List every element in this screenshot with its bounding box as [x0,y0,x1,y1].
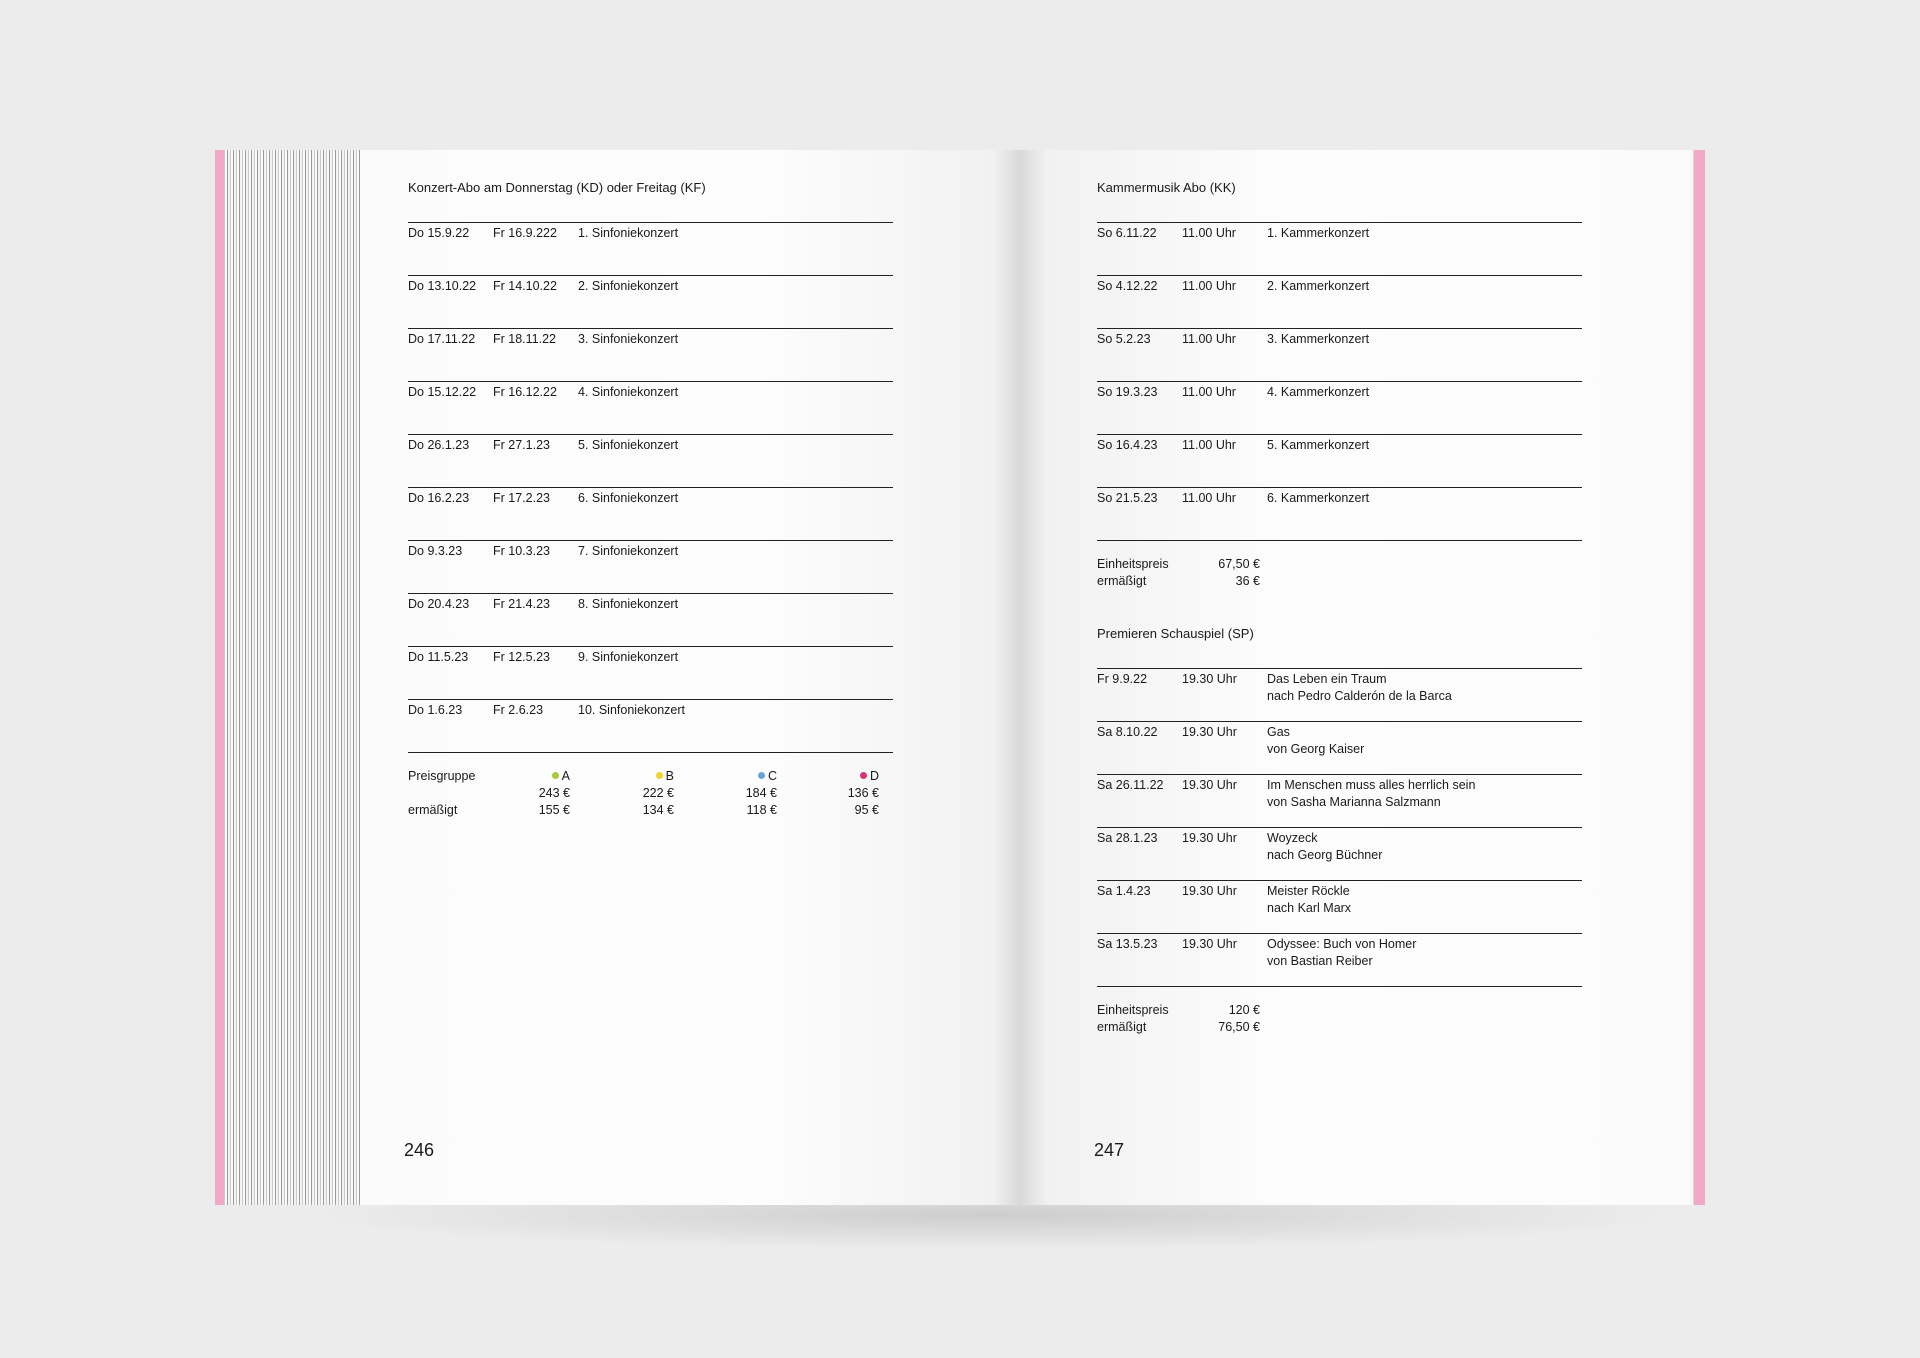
konzert-fr-date: Fr 18.11.22 [493,332,557,346]
premiere-time: 19.30 Uhr [1182,672,1237,686]
price-group-header [819,769,879,783]
premiere-date: Fr 9.9.22 [1097,672,1148,686]
table-rule [1267,880,1582,881]
premiere-author: nach Karl Marx [1267,901,1352,915]
open-book [215,150,1705,1205]
table-rule [1267,986,1582,987]
table-rule [1267,721,1582,722]
kammer-time: 11.00 Uhr [1182,332,1236,346]
konzert-do-date: Do 26.1.23 [408,438,470,452]
page-edges-left [215,150,360,1205]
table-rule [578,328,893,329]
kammer-title: 4. Kammerkonzert [1267,385,1370,399]
premiere-date: Sa 28.1.23 [1097,831,1158,845]
price-group-reduced: 155 € [538,803,570,817]
kammer-date: So 5.2.23 [1097,332,1151,346]
kammer-title: 2. Kammerkonzert [1267,279,1370,293]
premiere-time: 19.30 Uhr [1182,831,1237,845]
ermaessigt-label: ermäßigt [1097,1020,1147,1034]
konzert-title: 8. Sinfoniekonzert [578,597,679,611]
kammer-date: So 6.11.22 [1097,226,1157,240]
page-number-left: 246 [404,1140,435,1160]
konzert-title: 1. Sinfoniekonzert [578,226,679,240]
konzert-title: 4. Sinfoniekonzert [578,385,679,399]
premiere-author: von Georg Kaiser [1267,742,1365,756]
table-rule [1267,275,1582,276]
page-left [360,150,1020,1205]
konzert-fr-date: Fr 27.1.23 [493,438,550,452]
table-rule [1267,933,1582,934]
premiere-title: Das Leben ein Traum [1267,672,1387,686]
price-group-price: 243 € [538,786,570,800]
table-rule [578,487,893,488]
price-group-header [614,769,674,783]
kammer-title: 1. Kammerkonzert [1267,226,1370,240]
konzert-fr-date: Fr 2.6.23 [493,703,544,717]
table-rule [1267,222,1582,223]
konzert-fr-date: Fr 10.3.23 [493,544,550,558]
price-group-dot-icon [758,772,765,779]
einheitspreis-label: Einheitspreis [1097,557,1169,571]
table-rule [578,222,893,223]
price-group-dot-icon [552,772,559,779]
konzert-title: 7. Sinfoniekonzert [578,544,679,558]
konzert-title: 3. Sinfoniekonzert [578,332,679,346]
premiere-author: nach Georg Büchner [1267,848,1383,862]
table-rule [1267,487,1582,488]
konzert-title: 2. Sinfoniekonzert [578,279,679,293]
price-group-name: B [665,769,674,783]
premiere-author: von Sasha Marianna Salzmann [1267,795,1441,809]
price-group-dot-icon [656,772,663,779]
page-edges-right [1689,150,1705,1205]
einheitspreis-value: 120 € [1228,1003,1260,1017]
konzert-do-date: Do 9.3.23 [408,544,463,558]
kammer-title: 6. Kammerkonzert [1267,491,1370,505]
price-group-header [717,769,777,783]
kammer-date: So 16.4.23 [1097,438,1158,452]
konzert-fr-date: Fr 17.2.23 [493,491,550,505]
premiere-time: 19.30 Uhr [1182,884,1237,898]
premiere-title: Meister Röckle [1267,884,1350,898]
price-group-name: C [767,769,777,783]
table-rule [578,646,893,647]
ermaessigt-value: 76,50 € [1218,1020,1260,1034]
table-rule [1267,827,1582,828]
konzert-do-date: Do 17.11.22 [408,332,476,346]
page-right [1020,150,1690,1205]
konzert-fr-date: Fr 21.4.23 [493,597,550,611]
table-rule [578,699,893,700]
konzert-fr-date: Fr 16.9.222 [493,226,557,240]
price-group-reduced: 118 € [746,803,777,817]
table-rule [578,275,893,276]
table-rule [578,752,893,753]
konzert-do-date: Do 1.6.23 [408,703,463,717]
premiere-title: Im Menschen muss alles herrlich sein [1267,778,1476,792]
section-title-kammer: Kammermusik Abo (KK) [1097,180,1236,195]
premiere-time: 19.30 Uhr [1182,778,1237,792]
premiere-title: Gas [1267,725,1290,739]
premiere-date: Sa 13.5.23 [1097,937,1158,951]
konzert-do-date: Do 16.2.23 [408,491,470,505]
table-rule [578,381,893,382]
price-group-name: D [869,769,879,783]
table-rule [1267,381,1582,382]
ermaessigt-label: ermäßigt [1097,574,1147,588]
price-group-price: 222 € [642,786,674,800]
kammer-time: 11.00 Uhr [1182,385,1236,399]
konzert-do-date: Do 15.12.22 [408,385,477,399]
konzert-do-date: Do 15.9.22 [408,226,470,240]
premiere-title: Odyssee: Buch von Homer [1267,937,1417,951]
price-group-price: 136 € [847,786,879,800]
konzert-do-date: Do 20.4.23 [408,597,470,611]
table-rule [1267,774,1582,775]
premiere-author: nach Pedro Calderón de la Barca [1267,689,1452,703]
premiere-date: Sa 8.10.22 [1097,725,1158,739]
premiere-author: von Bastian Reiber [1267,954,1373,968]
price-group-name: A [561,769,570,783]
konzert-title: 6. Sinfoniekonzert [578,491,679,505]
table-rule [578,434,893,435]
page-number-right: 247 [1094,1140,1125,1160]
konzert-fr-date: Fr 12.5.23 [493,650,550,664]
konzert-do-date: Do 11.5.23 [408,650,469,664]
section-title-premieren: Premieren Schauspiel (SP) [1097,626,1254,641]
einheitspreis-label: Einheitspreis [1097,1003,1169,1017]
kammer-date: So 4.12.22 [1097,279,1158,293]
kammer-time: 11.00 Uhr [1182,491,1236,505]
table-rule [1267,434,1582,435]
table-rule [1267,668,1582,669]
kammer-title: 3. Kammerkonzert [1267,332,1370,346]
konzert-title: 9. Sinfoniekonzert [578,650,679,664]
premiere-date: Sa 26.11.22 [1097,778,1164,792]
premiere-time: 19.30 Uhr [1182,937,1237,951]
konzert-title: 10. Sinfoniekonzert [578,703,686,717]
einheitspreis-value: 67,50 € [1218,557,1260,571]
price-group-price: 184 € [745,786,777,800]
kammer-time: 11.00 Uhr [1182,279,1236,293]
konzert-title: 5. Sinfoniekonzert [578,438,679,452]
konzert-fr-date: Fr 16.12.22 [493,385,557,399]
premiere-time: 19.30 Uhr [1182,725,1237,739]
table-rule [578,540,893,541]
kammer-date: So 21.5.23 [1097,491,1158,505]
section-title-konzert: Konzert-Abo am Donnerstag (KD) oder Freitag (KF) [408,180,706,195]
kammer-title: 5. Kammerkonzert [1267,438,1370,452]
table-rule [578,593,893,594]
price-group-reduced: 134 € [642,803,674,817]
table-rule [1267,540,1582,541]
kammer-time: 11.00 Uhr [1182,226,1236,240]
konzert-do-date: Do 13.10.22 [408,279,477,293]
premiere-title: Woyzeck [1267,831,1318,845]
konzert-fr-date: Fr 14.10.22 [493,279,557,293]
price-group-dot-icon [860,772,867,779]
price-group-header [510,769,570,783]
kammer-date: So 19.3.23 [1097,385,1158,399]
table-rule [1267,328,1582,329]
ermaessigt-label: ermäßigt [408,803,458,817]
premiere-date: Sa 1.4.23 [1097,884,1151,898]
price-group-reduced: 95 € [854,803,879,817]
ermaessigt-value: 36 € [1235,574,1260,588]
kammer-time: 11.00 Uhr [1182,438,1236,452]
preisgruppe-label: Preisgruppe [408,769,476,783]
